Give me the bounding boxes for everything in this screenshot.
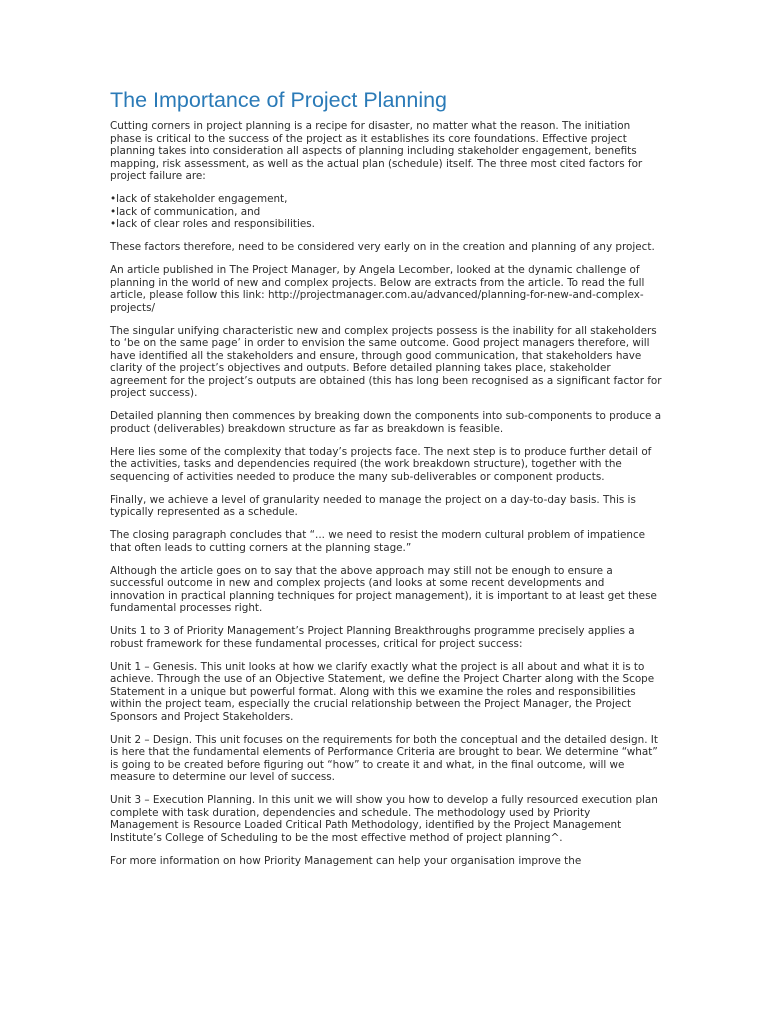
paragraph-detailed-planning: Detailed planning then commences by breaking down the components into sub-components to produce a product (deliverables) breakdown structure as far as breakdown is feasible. [110, 410, 662, 435]
paragraph-fundamentals: Although the article goes on to say that the above approach may still not be enough to ensure a successful outcome in new and complex projects (and looks at some recent developments and innovation in practical planning techniques for project management), it is important to at least get these fundamental processes right. [110, 564, 657, 614]
list-item [110, 193, 662, 206]
failure-factors-list [110, 193, 662, 231]
paragraph-unifying-characteristic: The singular unifying characteristic new and complex projects possess is the inability for all stakeholders to ‘be on the same page’ in order to envision the same outcome. Good project managers therefore, will have identified all the stakeholders and ensure, through good communication, that stakeholders have clarity of the project’s objectives and outputs. Before detailed planning takes place, stakeholder agreement for the project’s outputs are obtained (this has long been recognised as a significant factor for project success). [110, 324, 662, 399]
paragraph-units-overview: Units 1 to 3 of Priority Management’s Project Planning Breakthroughs programme precisely applies a robust framework for these fundamental processes, critical for project success: [110, 625, 635, 650]
paragraph-complexity: Here lies some of the complexity that today’s projects face. The next step is to produce further detail of the activities, tasks and dependencies required (the work breakdown structure), together with the sequencing of activities needed to produce the many sub-deliverables or component products. [110, 445, 652, 483]
bullet-icon: • [110, 205, 117, 218]
paragraph-granularity: Finally, we achieve a level of granularity needed to manage the project on a day-to-day basis. This is typically represented as a schedule. [110, 493, 636, 518]
list-item [110, 218, 662, 231]
paragraph-more-information: For more information on how Priority Management can help your organisation improve the [110, 854, 582, 867]
article-body [110, 120, 662, 878]
list-item-text: lack of clear roles and responsibilities. [116, 218, 315, 230]
paragraph-factors-early: These factors therefore, need to be considered very early on in the creation and planning of any project. [110, 241, 655, 253]
page-title: The Importance of Project Planning [110, 88, 448, 112]
bullet-icon: • [110, 193, 117, 205]
list-item [110, 206, 662, 219]
paragraph-closing: The closing paragraph concludes that “... we need to resist the modern cultural problem of impatience that often leads to cutting corners at the planning stage.” [110, 529, 646, 554]
list-item-text: lack of communication, and [116, 205, 261, 218]
paragraph-unit-3: Unit 3 – Execution Planning. In this unit we will show you how to develop a fully resourced execution plan complete with task duration, dependencies and schedule. The methodology used by Priority Management is Resource Loaded Critical Path Methodology, identified by the Project Management Institute’s College of Scheduling to be the most effective method of project planning^. [110, 794, 658, 844]
paragraph-unit-1: Unit 1 – Genesis. This unit looks at how we clarify exactly what the project is all about and what it is to achieve. Through the use of an Objective Statement, we define the Project Charter along with the Scope Statement in a unique but powerful format. Along with this we examine the roles and responsibilities within the project team, especially the crucial relationship between the Project Manager, the Project Sponsors and Project Stakeholders. [110, 660, 655, 723]
list-item-text: lack of stakeholder engagement, [116, 193, 288, 205]
paragraph-article-intro: An article published in The Project Manager, by Angela Lecomber, looked at the dynamic challenge of planning in the world of new and complex projects. Below are extracts from the article. To read the full article, please follow this link: http://projectmanager.com.au/advanced/planning-for-new-and-complex-projects/ [110, 264, 645, 314]
bullet-icon: • [110, 218, 117, 230]
paragraph-unit-2: Unit 2 – Design. This unit focuses on the requirements for both the conceptual and the detailed design. It is here that the fundamental elements of Performance Criteria are brought to bear. We determine “what” is going to be created before figuring out “how” to create it and what, in the final outcome, will we measure to determine our level of success. [110, 733, 658, 783]
intro-paragraph: Cutting corners in project planning is a recipe for disaster, no matter what the reason. The initiation phase is critical to the success of the project as it establishes its core foundations. Effective project planning takes into consideration all aspects of planning including stakeholder engagement, benefits mapping, risk assessment, as well as the actual plan (schedule) itself. The three most cited factors for project failure are: [110, 120, 643, 182]
